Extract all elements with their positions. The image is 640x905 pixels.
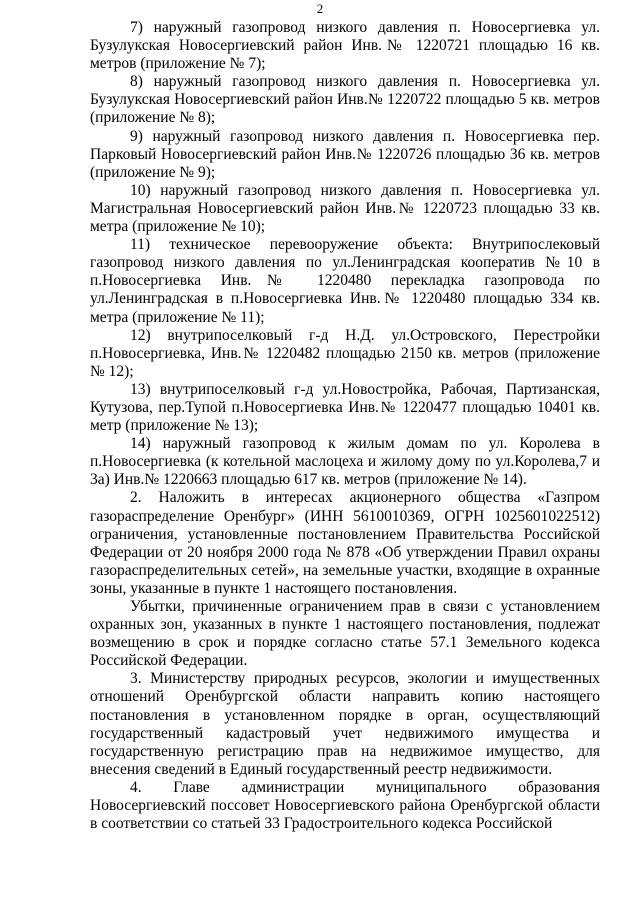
list-item-9: 9) наружный газопровод низкого давления п. Новосергиевка пер. Парковый Новосергиевский район Инв.№ 1220726 площадью 36 кв. метров (приложение № 9);	[90, 127, 600, 181]
list-item-10: 10) наружный газопровод низкого давления п. Новосергиевка ул. Магистральная Новосергиевский район Инв.№ 1220723 площадью 33 кв. метра (приложение № 10);	[90, 181, 600, 236]
clause-4: 4. Главе администрации муниципального образования Новосергиевский поссовет Новосергиевского района Оренбургской области в соответствии со статьей 33 Градостроительного кодекса Российской	[90, 778, 600, 833]
list-item-13: 13) внутрипоселковый г-д ул.Новостройка, Рабочая, Партизанская, Кутузова, пер.Тупой п.Новосергиевка Инв.№ 1220477 площадью 10401 кв. метр (приложение № 13);	[90, 380, 600, 435]
list-item-11: 11) техническое перевооружение объекта: Внутрипослековый газопровод низкого давления по ул.Ленинградская кооператив №10 в п.Новосергиевка Инв.№ 1220480 перекладка газопровода по ул.Ленинградская в п.Новосергиевка Инв.№ 1220480 площадью 334 кв. метра (приложение № 11);	[90, 236, 600, 326]
list-item-12: 12) внутрипоселковый г-д Н.Д. ул.Островского, Перестройки п.Новосергиевка, Инв.№ 1220482 площадью 2150 кв. метров (приложение № 12);	[90, 326, 600, 380]
list-item-14: 14) наружный газопровод к жилым домам по ул. Королева в п.Новосергиевка (к котельной маслоцеха и жилому дому по ул.Королева,7 и 3а) Инв.№ 1220663 площадью 617 кв. метров (приложение № 14).	[90, 435, 600, 489]
clause-3: 3. Министерству природных ресурсов, экологии и имущественных отношений Оренбургской области направить копию настоящего постановления в установленном порядке в орган, осуществляющий государственный кадастровый учет недвижимого имущества и государственную регистрацию прав на недвижимое имущество, для внесения сведений в Единый государственный реестр недвижимости.	[90, 670, 600, 778]
list-item-7: 7) наружный газопровод низкого давления п. Новосергиевка ул. Бузулукская Новосергиевский район Инв.№ 1220721 площадью 16 кв. метров (приложение № 7);	[90, 19, 600, 73]
clause-2-damages: Убытки, причиненные ограничением прав в связи с установлением охранных зон, указанных в пункте 1 настоящего постановления, подлежат возмещению в срок и порядке согласно статье 57.1 Земельного кодекса Российской Федерации.	[90, 598, 600, 670]
document-body	[90, 19, 600, 833]
page-number: 2	[316, 1, 324, 16]
list-item-8: 8) наружный газопровод низкого давления п. Новосергиевка ул. Бузулукская Новосергиевский район Инв.№ 1220722 площадью 5 кв. метров (приложение № 8);	[90, 73, 600, 127]
clause-2: 2. Наложить в интересах акционерного общества «Газпром газораспределение Оренбург» (ИНН 5610010369, ОГРН 1025601022512) ограничения, установленные постановлением Правительства Российской Федерации от 20 ноября 2000 года № 878 «Об утверждении Правил охраны газораспределительных сетей», на земельные участки, входящие в охранные зоны, указанные в пункте 1 настоящего постановления.	[90, 489, 600, 597]
